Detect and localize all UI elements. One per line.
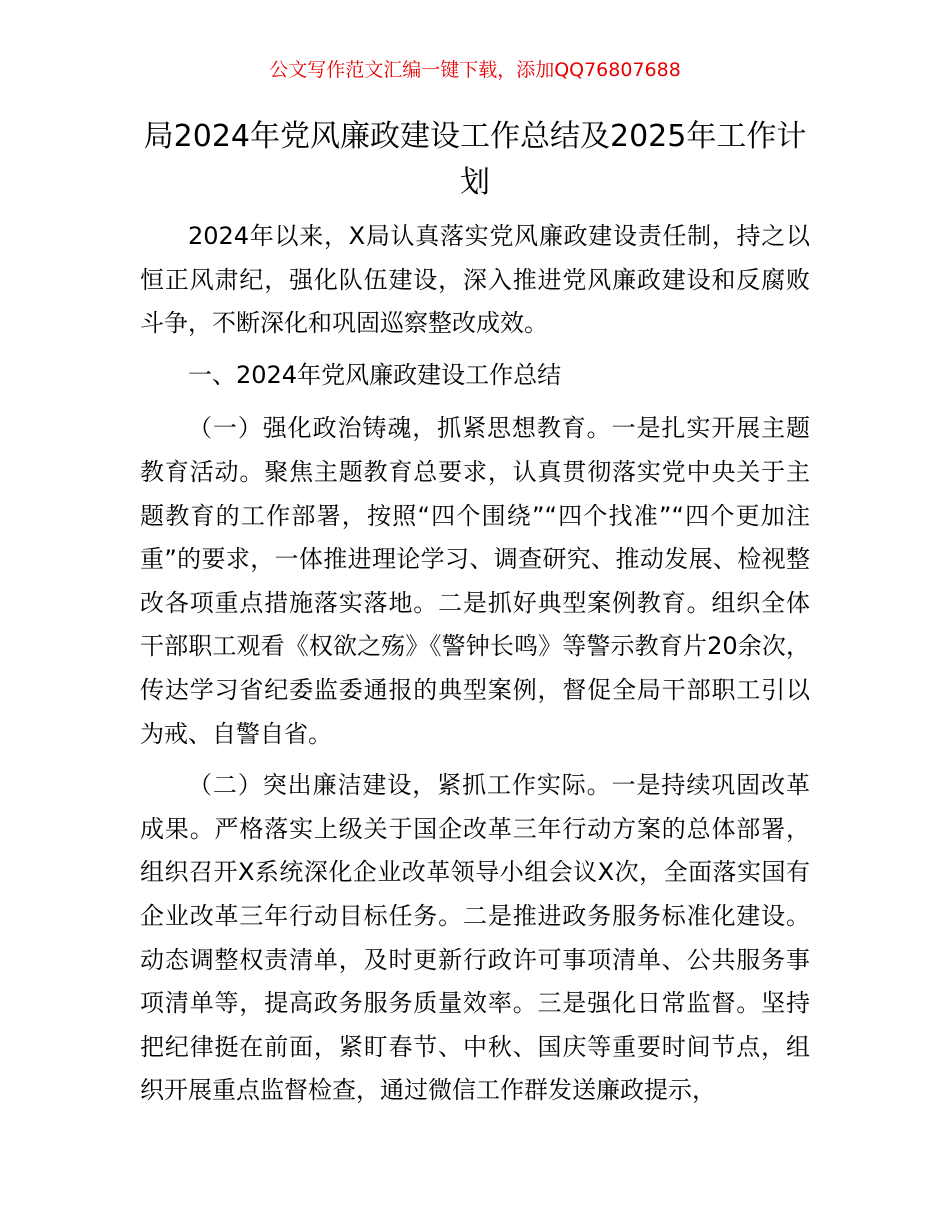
document-body: [140, 215, 810, 1121]
section-heading-summary: 一、2024年党风廉政建设工作总结: [188, 360, 562, 389]
paragraph-political-education: （一）强化政治铸魂，抓紧思想教育。一是扎实开展主题教育活动。聚焦主题教育总要求，认真贯彻落实党中央关于主题教育的工作部署，按照“四个围绕”“四个找准”“四个更加注重”的要求，一体推进理论学习、调查研究、推动发展、检视整改各项重点措施落实落地。二是抓好典型案例教育。组织全体干部职工观看《权欲之殇》《警钟长鸣》等警示教育片20余次，传达学习省纪委监委通报的典型案例，督促全局干部职工引以为戒、自警自省。: [140, 414, 810, 748]
paragraph-integrity-building: （二）突出廉洁建设，紧抓工作实际。一是持续巩固改革成果。严格落实上级关于国企改革三年行动方案的总体部署，组织召开X系统深化企业改革领导小组会议X次，全面落实国有企业改革三年行动目标任务。二是推进政务服务标准化建设。动态调整权责清单，及时更新行政许可事项清单、公共服务事项清单等，提高政务服务质量效率。三是强化日常监督。坚持把纪律挺在前面，紧盯春节、中秋、国庆等重要时间节点，组织开展重点监督检查，通过微信工作群发送廉政提示，: [140, 771, 810, 1105]
document-title: 局2024年党风廉政建设工作总结及2025年工作计划: [143, 119, 807, 200]
download-notice: 公文写作范文汇编一键下载，添加QQ76807688: [269, 59, 681, 81]
intro-paragraph: 2024年以来，X局认真落实党风廉政建设责任制，持之以恒正风肃纪，强化队伍建设，深入推进党风廉政建设和反腐败斗争，不断深化和巩固巡察整改成效。: [140, 222, 810, 338]
